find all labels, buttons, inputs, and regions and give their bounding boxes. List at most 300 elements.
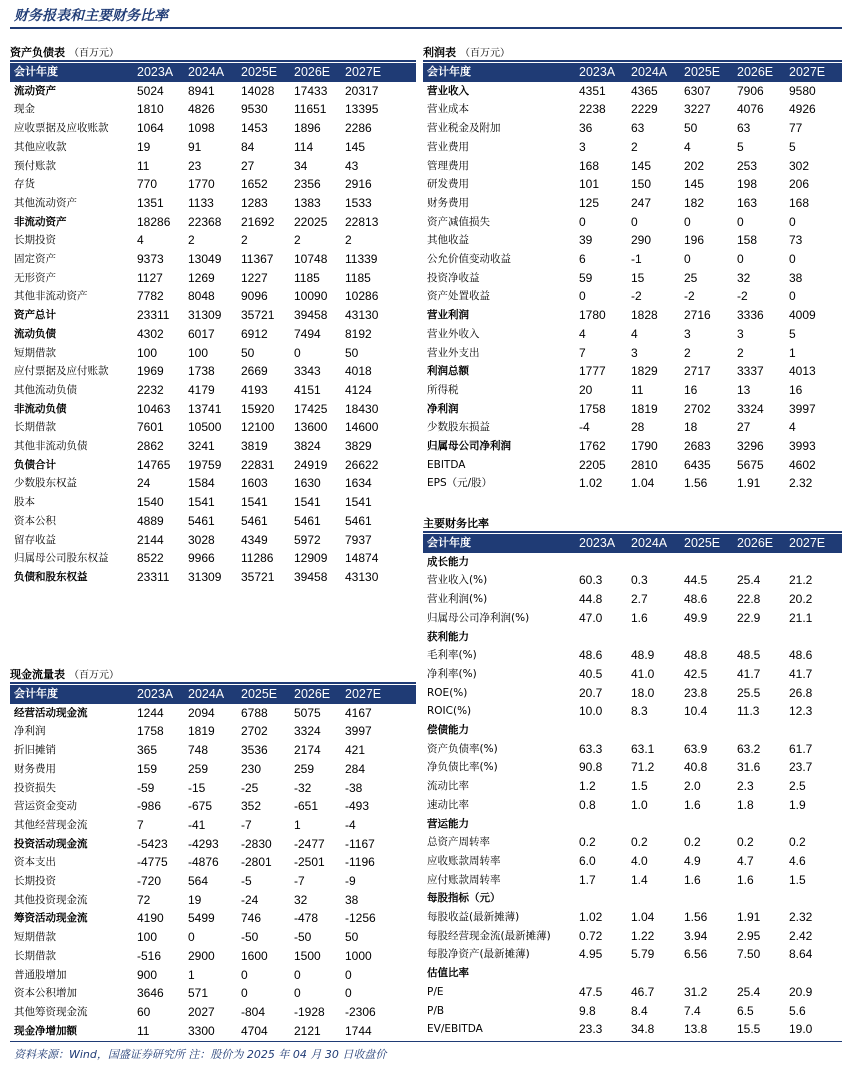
value-cell: -4293 (188, 836, 219, 851)
value-cell: -25 (241, 780, 259, 795)
row-label: 营业外支出 (427, 346, 480, 359)
value-cell: 48.5 (737, 648, 761, 663)
table-row (10, 138, 416, 157)
row-label: 资本公积 (14, 514, 56, 527)
value-cell: 48.6 (579, 648, 603, 663)
value-cell: -5423 (137, 836, 168, 851)
value-cell: 0 (789, 289, 796, 304)
value-cell: 9580 (789, 83, 816, 98)
header-label: 会计年度 (14, 687, 58, 700)
value-cell: 2205 (579, 457, 606, 472)
value-cell: 3819 (241, 439, 268, 453)
value-cell: 11 (631, 382, 644, 397)
header-year: 2023A (137, 65, 174, 79)
value-cell: 2174 (294, 743, 321, 758)
value-cell: 2 (345, 233, 352, 248)
row-label: 其他流动负债 (14, 383, 77, 396)
table-row (10, 966, 416, 985)
value-cell: 8.3 (631, 704, 648, 719)
row-label: 资产减值损失 (427, 215, 490, 228)
value-cell: 0 (294, 345, 301, 360)
value-cell: 100 (137, 345, 158, 360)
value-cell: 5075 (294, 705, 321, 720)
row-label: 归属母公司净利润 (427, 440, 511, 452)
table-row (10, 381, 416, 400)
table-row (10, 474, 416, 493)
value-cell: 36 (579, 121, 593, 136)
value-cell: 61.7 (789, 741, 813, 756)
balance-sheet-title (10, 44, 119, 60)
value-cell: 1780 (579, 308, 606, 323)
value-cell: 3.94 (684, 928, 708, 943)
value-cell: 23311 (137, 308, 170, 323)
table-row (423, 231, 842, 250)
value-cell: 5 (789, 326, 796, 341)
value-cell: 2.32 (789, 476, 813, 491)
value-cell: 4926 (789, 102, 816, 117)
value-cell: 50 (345, 930, 359, 945)
value-cell: 4365 (631, 83, 658, 98)
row-label: 非流动负债 (14, 402, 67, 415)
value-cell: 1127 (137, 270, 163, 285)
value-cell: 22.8 (737, 592, 761, 607)
row-label: 营业外收入 (427, 327, 480, 340)
value-cell: 1758 (579, 401, 606, 416)
value-cell: 6.5 (737, 1003, 754, 1018)
row-label: 毛利率(%) (427, 649, 477, 662)
table-row (10, 1003, 416, 1022)
row-label: 其他筹资现金流 (14, 1005, 88, 1018)
table-row (10, 797, 416, 816)
row-label: 每股经营现金流(最新摊薄) (427, 929, 551, 942)
cash-flow-title (10, 666, 119, 682)
value-cell: 1810 (137, 102, 164, 117)
section-row (423, 721, 842, 740)
value-cell: -493 (345, 799, 370, 814)
value-cell: 90.8 (579, 760, 603, 775)
value-cell: -1167 (345, 836, 375, 851)
ratios-header-row (423, 534, 842, 553)
row-label: 总资产周转率 (427, 836, 490, 849)
value-cell: 114 (294, 139, 314, 154)
value-cell: 253 (737, 158, 758, 173)
value-cell: 1283 (241, 195, 268, 210)
value-cell: 198 (737, 177, 758, 192)
section-label: 偿债能力 (427, 724, 469, 736)
table-row (423, 852, 842, 871)
value-cell: 4889 (137, 513, 164, 528)
table-row (10, 741, 416, 760)
value-cell: 284 (345, 761, 366, 776)
value-cell: 4.9 (684, 853, 701, 868)
value-cell: 1.56 (684, 910, 708, 924)
value-cell: 31309 (188, 308, 222, 323)
value-cell: 0 (789, 214, 796, 229)
value-cell: 11.3 (737, 704, 760, 719)
value-cell: 0.2 (789, 835, 806, 850)
table-row (10, 984, 416, 1003)
row-label: 其他经营现金流 (14, 818, 88, 831)
value-cell: 3241 (188, 439, 215, 453)
value-cell: 1634 (345, 476, 372, 491)
value-cell: 18.0 (631, 685, 655, 700)
header-year: 2023A (137, 687, 174, 701)
header-label: 会计年度 (427, 536, 471, 549)
row-label: 预付账款 (14, 159, 56, 172)
value-cell: 4.7 (737, 853, 754, 868)
value-cell: -1256 (345, 911, 376, 926)
value-cell: 12909 (294, 551, 328, 566)
value-cell: 1819 (188, 724, 215, 739)
value-cell: 12.3 (789, 704, 813, 719)
value-cell: 1541 (294, 495, 321, 510)
value-cell: 11367 (241, 252, 274, 266)
value-cell: 3997 (345, 724, 372, 739)
value-cell: 77 (789, 121, 803, 136)
value-cell: 3 (737, 326, 744, 341)
table-row (423, 306, 842, 325)
value-cell: 10286 (345, 289, 379, 304)
value-cell: 48.6 (684, 592, 708, 607)
value-cell: 1.22 (631, 928, 655, 943)
value-cell: 4 (137, 233, 144, 248)
value-cell: 4151 (294, 382, 321, 397)
value-cell: 6.56 (684, 947, 708, 962)
row-label: 流动资产 (14, 84, 56, 97)
table-row (423, 400, 842, 419)
row-label: 财务费用 (14, 762, 56, 775)
row-label: EBITDA (427, 458, 466, 471)
value-cell: 39458 (294, 308, 328, 323)
value-cell: 3300 (188, 1023, 215, 1038)
value-cell: 13741 (188, 401, 222, 416)
row-label: 营业税金及附加 (427, 122, 501, 135)
cash-flow-unit: （百万元） (69, 670, 119, 681)
table-row (10, 891, 416, 910)
table-row (423, 157, 842, 176)
value-cell: 19759 (188, 457, 222, 472)
row-label: 归属母公司股东权益 (14, 552, 109, 565)
value-cell: -478 (294, 911, 319, 926)
row-label: 现金净增加额 (14, 1024, 77, 1037)
value-cell: 3296 (737, 439, 764, 453)
balance-sheet-unit: （百万元） (69, 48, 119, 59)
table-row (10, 325, 416, 344)
value-cell: 1896 (294, 121, 321, 136)
value-cell: 1652 (241, 177, 268, 192)
table-row (423, 381, 842, 400)
row-label: 应收账款周转率 (427, 854, 501, 867)
value-cell: -2306 (345, 1004, 376, 1019)
value-cell: -516 (137, 948, 162, 963)
value-cell: 10500 (188, 420, 222, 435)
table-row (423, 82, 842, 101)
table-row (423, 194, 842, 213)
table-row (423, 474, 842, 493)
value-cell: 1533 (345, 195, 372, 210)
value-cell: 22831 (241, 457, 275, 472)
value-cell: -7 (241, 817, 252, 832)
value-cell: 10.0 (579, 704, 603, 719)
value-cell: 19 (188, 892, 202, 907)
value-cell: 2144 (137, 532, 164, 547)
value-cell: 26622 (345, 457, 379, 472)
value-cell: 0 (241, 967, 248, 982)
value-cell: 23.7 (789, 760, 813, 775)
value-cell: 46.7 (631, 984, 655, 999)
value-cell: 9.8 (579, 1003, 596, 1018)
value-cell: 145 (345, 139, 366, 154)
value-cell: 5 (737, 139, 744, 154)
value-cell: 3337 (737, 364, 764, 379)
table-row (10, 306, 416, 325)
balance-sheet-title-text: 资产负债表 (10, 46, 65, 59)
row-label: 其他投资现金流 (14, 893, 88, 906)
value-cell: 7.4 (684, 1003, 701, 1018)
row-label: EV/EBITDA (427, 1023, 483, 1036)
table-row (423, 796, 842, 815)
row-label: 筹资活动现金流 (14, 912, 88, 925)
value-cell: 71.2 (631, 760, 655, 775)
row-label: 折旧摊销 (14, 744, 56, 757)
value-cell: 302 (789, 158, 810, 173)
value-cell: 4009 (789, 308, 816, 323)
row-label: 留存收益 (14, 533, 56, 546)
value-cell: 39458 (294, 569, 328, 584)
value-cell: 6.0 (579, 853, 596, 868)
value-cell: 1133 (188, 195, 214, 210)
table-row (10, 531, 416, 550)
value-cell: 0.2 (737, 835, 754, 850)
value-cell: 1.5 (631, 779, 648, 794)
value-cell: 49.9 (684, 610, 708, 625)
value-cell: 3336 (737, 308, 764, 323)
table-row (10, 909, 416, 928)
value-cell: 8.64 (789, 947, 813, 962)
value-cell: 1.6 (631, 610, 648, 625)
row-label: P/E (427, 985, 444, 998)
table-row (10, 835, 416, 854)
row-label: 普通股增加 (14, 968, 67, 981)
value-cell: -1196 (345, 855, 375, 870)
section-label: 获利能力 (427, 630, 469, 643)
value-cell: 16 (789, 382, 803, 397)
value-cell: 42.5 (684, 666, 708, 681)
value-cell: 0.2 (579, 835, 596, 850)
value-cell: -675 (188, 799, 213, 814)
value-cell: 4602 (789, 457, 816, 472)
value-cell: 1.91 (737, 910, 761, 924)
value-cell: 44.5 (684, 573, 708, 588)
value-cell: 6435 (684, 457, 711, 472)
value-cell: 1790 (631, 439, 658, 453)
header-year: 2025E (684, 65, 721, 79)
row-label: 净利润 (427, 402, 459, 415)
value-cell: 2702 (684, 401, 711, 416)
header-year: 2025E (684, 536, 721, 550)
value-cell: 11 (137, 1023, 150, 1038)
value-cell: 10.4 (684, 704, 708, 719)
value-cell: 168 (789, 195, 810, 210)
value-cell: 41.7 (789, 666, 813, 681)
value-cell: 7 (579, 345, 586, 360)
value-cell: -59 (137, 780, 155, 795)
value-cell: 1.2 (579, 779, 596, 794)
value-cell: 7906 (737, 83, 764, 98)
row-label: 投资活动现金流 (14, 837, 88, 850)
value-cell: 2094 (188, 705, 215, 720)
header-year: 2025E (241, 687, 278, 701)
value-cell: 6 (579, 252, 586, 266)
table-row (10, 269, 416, 288)
value-cell: -2477 (294, 836, 325, 851)
value-cell: 20317 (345, 83, 379, 98)
value-cell: 22025 (294, 214, 328, 229)
table-row (423, 175, 842, 194)
table-row (423, 287, 842, 306)
value-cell: 25.4 (737, 984, 761, 999)
value-cell: 2862 (137, 439, 164, 453)
value-cell: 11286 (241, 551, 274, 566)
value-cell: 17425 (294, 401, 328, 416)
value-cell: 259 (294, 761, 315, 776)
value-cell: 73 (789, 233, 803, 248)
row-label: 每股净资产(最新摊薄) (427, 948, 530, 961)
row-label: 无形资产 (14, 271, 56, 284)
value-cell: 0.2 (631, 835, 648, 850)
value-cell: 259 (188, 761, 209, 776)
table-row (423, 945, 842, 964)
value-cell: 15920 (241, 401, 275, 416)
value-cell: 5461 (345, 513, 372, 528)
header-year: 2023A (579, 536, 616, 550)
section-label: 成长能力 (427, 555, 469, 568)
value-cell: 5024 (137, 83, 164, 98)
row-label: 其他收益 (427, 234, 469, 247)
value-cell: 22368 (188, 214, 222, 229)
value-cell: 14600 (345, 420, 379, 435)
value-cell: 2 (631, 139, 638, 154)
value-cell: 26.8 (789, 685, 813, 700)
value-cell: 31.6 (737, 760, 761, 775)
value-cell: 0 (737, 252, 744, 266)
value-cell: 2.95 (737, 928, 761, 943)
value-cell: 20 (579, 382, 593, 397)
value-cell: 21692 (241, 214, 275, 229)
value-cell: 748 (188, 743, 209, 758)
value-cell: 564 (188, 874, 209, 888)
value-cell: 14765 (137, 457, 171, 472)
value-cell: 38 (789, 270, 803, 285)
value-cell: 4179 (188, 382, 215, 397)
value-cell: 202 (684, 158, 705, 173)
value-cell: 100 (188, 345, 209, 360)
table-row (10, 853, 416, 872)
value-cell: 1 (294, 817, 301, 832)
value-cell: 1185 (294, 270, 320, 285)
table-row (10, 704, 416, 723)
value-cell: 27 (241, 158, 255, 173)
table-row (423, 908, 842, 927)
value-cell: 10463 (137, 401, 171, 416)
table-row (10, 549, 416, 568)
section-row (423, 553, 842, 572)
value-cell: -7 (294, 874, 305, 888)
value-cell: 4826 (188, 102, 215, 117)
value-cell: 44.8 (579, 592, 603, 607)
row-label: 管理费用 (427, 159, 469, 172)
header-year: 2024A (188, 65, 225, 79)
value-cell: 5 (789, 139, 796, 154)
value-cell: 3227 (684, 102, 711, 117)
value-cell: 19.0 (789, 1022, 813, 1037)
title-rule (10, 27, 842, 29)
value-cell: 150 (631, 177, 652, 192)
value-cell: 0 (579, 289, 586, 304)
value-cell: 2 (684, 345, 691, 360)
row-label: EPS（元/股） (427, 477, 493, 490)
value-cell: 10748 (294, 252, 328, 266)
value-cell: 101 (579, 177, 600, 192)
table-row (10, 119, 416, 138)
row-label: 负债和股东权益 (14, 570, 88, 583)
table-row (423, 871, 842, 890)
row-label: 短期借款 (14, 931, 56, 944)
table-row (10, 400, 416, 419)
header-year: 2027E (345, 65, 382, 79)
value-cell: 11 (137, 158, 150, 173)
cash-flow-title-text: 现金流量表 (10, 668, 65, 681)
table-row (10, 287, 416, 306)
value-cell: -1928 (294, 1004, 325, 1019)
value-cell: 25 (684, 270, 698, 285)
value-cell: 50 (684, 121, 698, 136)
table-row (423, 740, 842, 759)
row-label: 净利润 (14, 725, 46, 738)
value-cell: 32 (737, 270, 751, 285)
value-cell: 1777 (579, 364, 606, 379)
value-cell: 0.2 (684, 835, 701, 850)
row-label: 固定资产 (14, 253, 56, 265)
value-cell: 0 (241, 986, 248, 1001)
value-cell: 4190 (137, 911, 164, 926)
value-cell: 23311 (137, 569, 170, 584)
value-cell: 7494 (294, 326, 321, 341)
value-cell: 1829 (631, 364, 658, 379)
value-cell: 2232 (137, 382, 164, 397)
table-row (423, 646, 842, 665)
table-row (423, 665, 842, 684)
header-year: 2024A (188, 687, 225, 701)
value-cell: 247 (631, 195, 652, 210)
value-cell: 63.3 (579, 741, 603, 756)
value-cell: 27 (737, 420, 751, 435)
table-row (10, 213, 416, 232)
table-row (423, 437, 842, 456)
value-cell: 2 (188, 233, 195, 248)
value-cell: 1.91 (737, 476, 761, 491)
row-label: 投资损失 (14, 781, 56, 794)
value-cell: -32 (294, 780, 312, 795)
value-cell: 21.1 (789, 610, 813, 625)
value-cell: 5.79 (631, 947, 655, 962)
value-cell: 63.9 (684, 741, 708, 756)
value-cell: 2683 (684, 439, 711, 453)
row-label: 营业利润 (427, 309, 469, 322)
value-cell: 1.5 (789, 872, 806, 887)
value-cell: 10090 (294, 289, 328, 304)
table-row (423, 325, 842, 344)
